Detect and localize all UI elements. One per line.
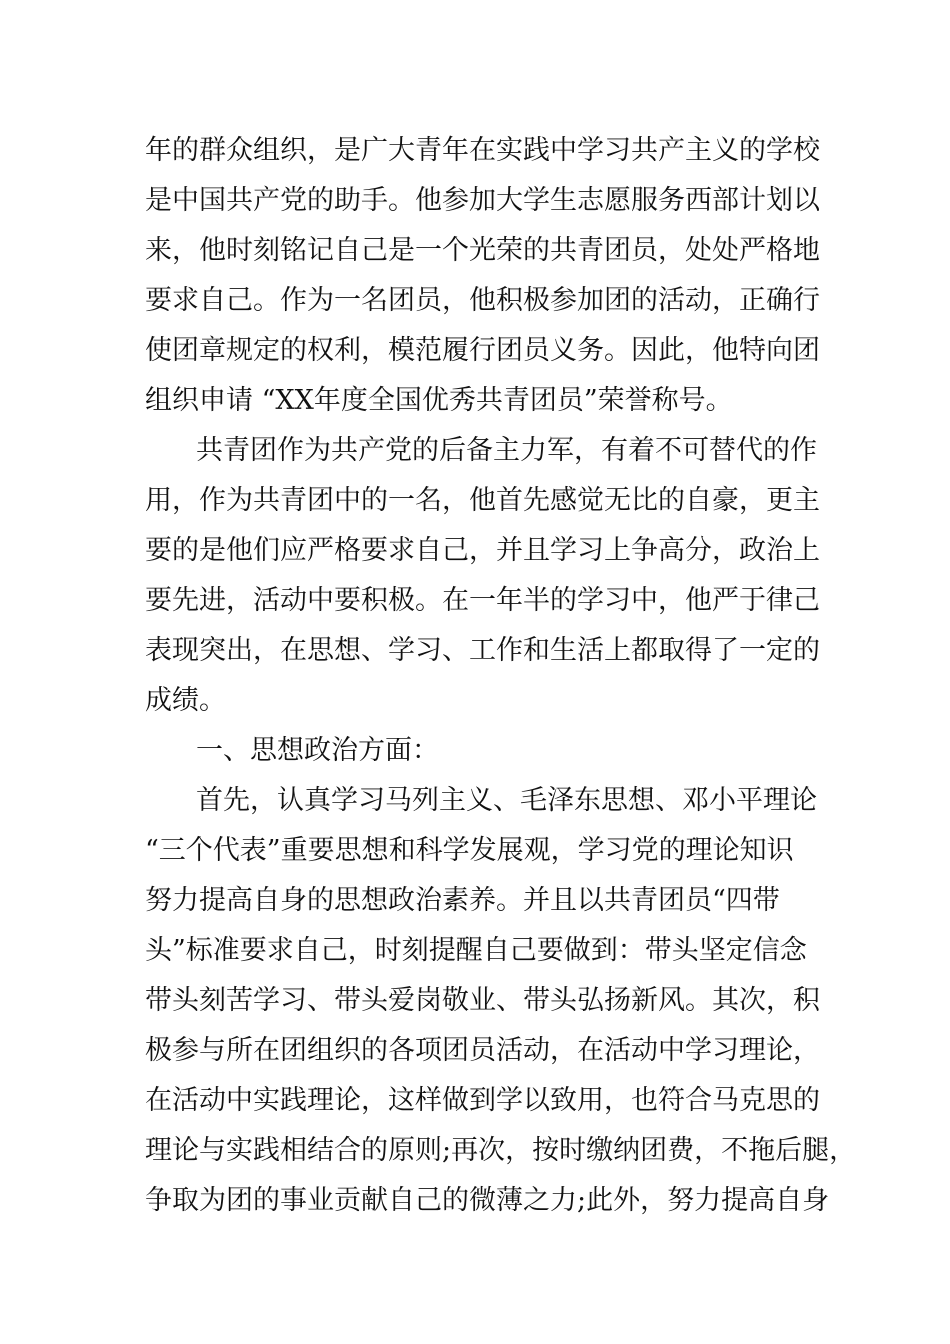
paragraph-line: 表现突出，在思想、学习、工作和生活上都取得了一定的 <box>145 635 820 666</box>
paragraph-line: 使团章规定的权利，模范履行团员义务。因此，他特向团 <box>145 335 820 366</box>
paragraph-line: 理论与实践相结合的原则;再次，按时缴纳团费，不拖后腿， <box>145 1135 857 1166</box>
paragraph-line: 成绩。 <box>145 685 226 716</box>
paragraph-line: 组织申请 “XX年度全国优秀共青团员”荣誉称号。 <box>145 385 733 416</box>
paragraph-line: 首先，认真学习马列主义、毛泽东思想、邓小平理论 <box>196 785 817 816</box>
paragraph-line: 来，他时刻铭记自己是一个光荣的共青团员，处处严格地 <box>145 235 820 266</box>
paragraph-line: 要先进，活动中要积极。在一年半的学习中，他严于律己 <box>145 585 820 616</box>
section-heading: 一、思想政治方面： <box>196 735 439 766</box>
paragraph-line: 年的群众组织，是广大青年在实践中学习共产主义的学校 <box>145 135 820 166</box>
paragraph-line: 在活动中实践理论，这样做到学以致用，也符合马克思的 <box>145 1085 820 1116</box>
paragraph-line: 共青团作为共产党的后备主力军，有着不可替代的作 <box>196 435 817 466</box>
paragraph-line: 要求自己。作为一名团员，他积极参加团的活动，正确行 <box>145 285 820 316</box>
paragraph-line: 用，作为共青团中的一名，他首先感觉无比的自豪，更主 <box>145 485 820 516</box>
paragraph-line: 带头刻苦学习、带头爱岗敬业、带头弘扬新风。其次，积 <box>145 985 820 1016</box>
paragraph-line: 头”标准要求自己，时刻提醒自己要做到：带头坚定信念 <box>145 935 807 966</box>
paragraph-line: “三个代表”重要思想和科学发展观，学习党的理论知识 <box>145 835 794 866</box>
paragraph-line: 争取为团的事业贡献自己的微薄之力;此外，努力提高自身 <box>145 1185 830 1216</box>
paragraph-line: 极参与所在团组织的各项团员活动，在活动中学习理论， <box>145 1035 820 1066</box>
paragraph-line: 是中国共产党的助手。他参加大学生志愿服务西部计划以 <box>145 185 820 216</box>
paragraph-line: 要的是他们应严格要求自己，并且学习上争高分，政治上 <box>145 535 820 566</box>
paragraph-line: 努力提高自身的思想政治素养。并且以共青团员“四带 <box>145 885 780 916</box>
